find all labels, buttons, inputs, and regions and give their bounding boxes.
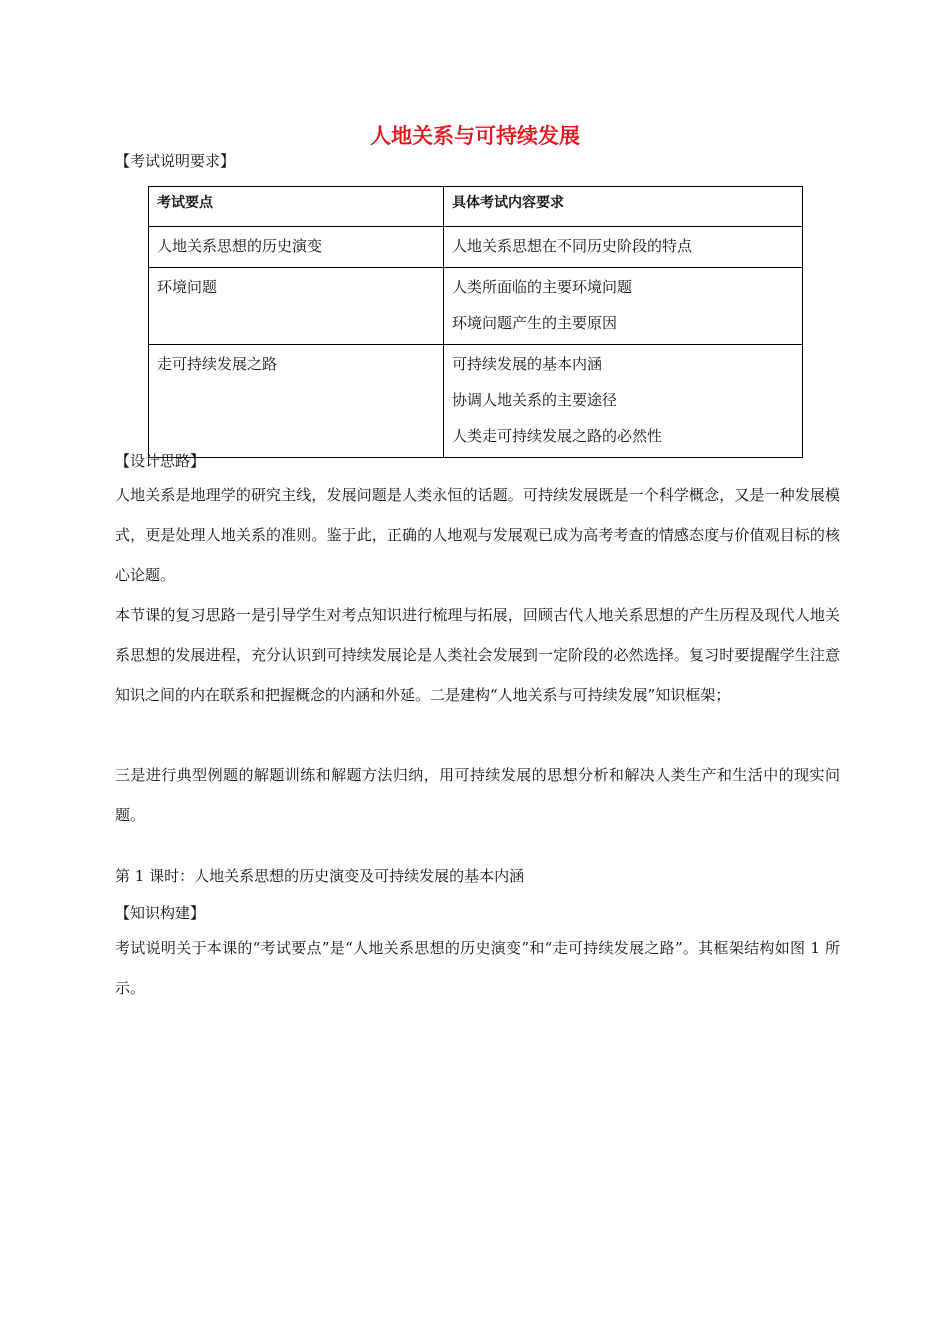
table-cell-requirements bbox=[444, 227, 803, 268]
table-row bbox=[149, 345, 803, 458]
exam-point: 走可持续发展之路 bbox=[157, 355, 278, 373]
design-paragraph: 三是进行典型例题的解题训练和解题方法归纳，用可持续发展的思想分析和解决人类生产和生活中的现实问题。 bbox=[115, 766, 840, 824]
table-cell-point bbox=[149, 268, 444, 345]
knowledge-paragraph: 考试说明关于本课的“考试要点”是“人地关系思想的历史演变”和“走可持续发展之路”。其框架结构如图 1 所示。 bbox=[115, 939, 840, 997]
exam-requirements-heading: 【考试说明要求】 bbox=[115, 152, 236, 170]
document-title: 人地关系与可持续发展 bbox=[370, 124, 580, 148]
design-paragraph: 人地关系是地理学的研究主线，发展问题是人类永恒的话题。可持续发展既是一个科学概念，又是一种发展模式，更是处理人地关系的准则。鉴于此，正确的人地观与发展观已成为高考考查的情感态度与价值观目标的核心论题。 bbox=[115, 486, 840, 584]
requirement-item: 人类所面临的主要环境问题 bbox=[452, 278, 633, 296]
design-paragraph: 本节课的复习思路一是引导学生对考点知识进行梳理与拓展，回顾古代人地关系思想的产生历程及现代人地关系思想的发展进程，充分认识到可持续发展论是人类社会发展到一定阶段的必然选择。复习时要提醒学生注意知识之间的内在联系和把握概念的内涵和外延。二是建构“人地关系与可持续发展”知识框架； bbox=[115, 606, 840, 704]
table-cell-requirements bbox=[444, 268, 803, 345]
exam-point: 环境问题 bbox=[157, 278, 218, 296]
table-row bbox=[149, 268, 803, 345]
table-header-row bbox=[149, 187, 803, 227]
knowledge-heading: 【知识构建】 bbox=[115, 904, 206, 922]
requirement-item: 协调人地关系的主要途径 bbox=[452, 391, 618, 409]
requirement-item: 环境问题产生的主要原因 bbox=[452, 314, 618, 332]
table-cell-point bbox=[149, 227, 444, 268]
table-header-cell: 具体考试内容要求 bbox=[444, 187, 803, 227]
table-cell-point bbox=[149, 345, 444, 458]
exam-point: 人地关系思想的历史演变 bbox=[157, 237, 323, 255]
requirement-item: 可持续发展的基本内涵 bbox=[452, 355, 603, 373]
design-heading: 【设计思路】 bbox=[115, 452, 206, 470]
table-header-cell: 考试要点 bbox=[149, 187, 444, 227]
requirement-item: 人类走可持续发展之路的必然性 bbox=[452, 427, 663, 445]
exam-requirements-table bbox=[148, 186, 803, 458]
lesson-title: 第 1 课时：人地关系思想的历史演变及可持续发展的基本内涵 bbox=[115, 867, 525, 885]
table-row bbox=[149, 227, 803, 268]
table-cell-requirements bbox=[444, 345, 803, 458]
requirement-item: 人地关系思想在不同历史阶段的特点 bbox=[452, 237, 693, 255]
